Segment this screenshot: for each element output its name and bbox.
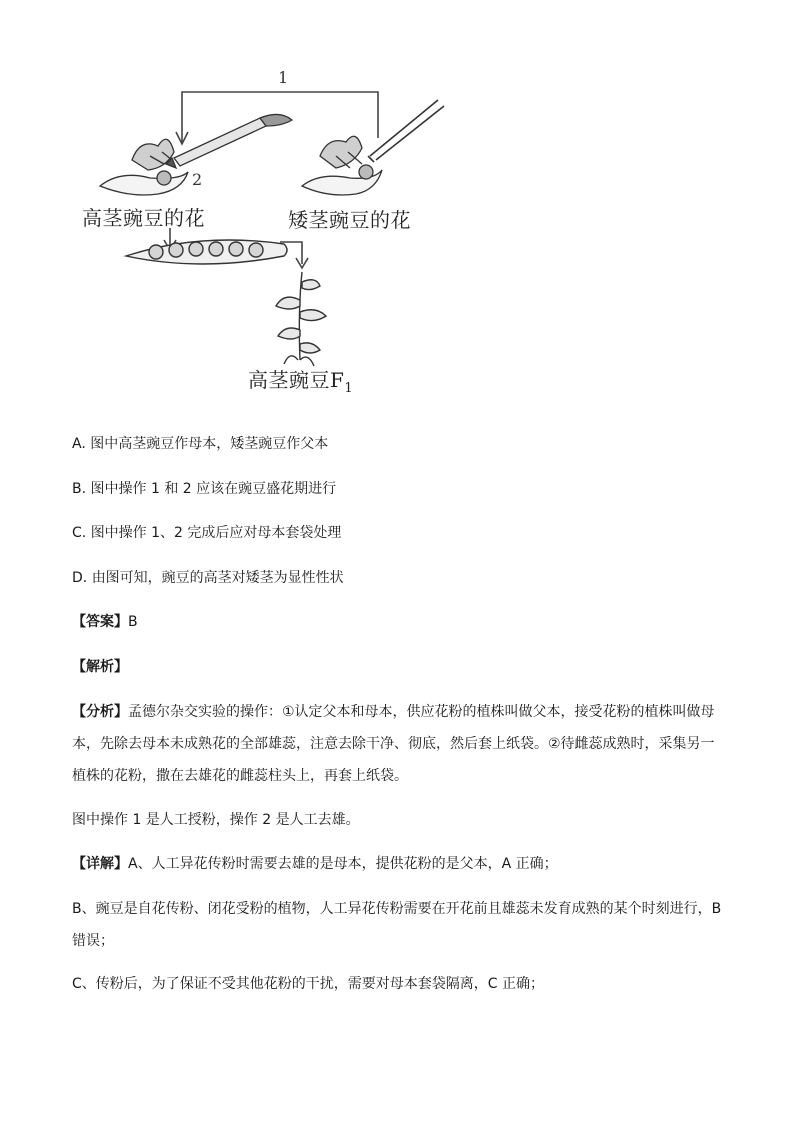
detail-line-b1 [72,897,732,921]
fenxi-text-1: 孟德尔杂交实验的操作：①认定父本和母本，供应花粉的植株叫做父本，接受花粉的植株叫做母 [128,704,715,720]
detail-text-b2: 错误； [72,933,114,949]
option-a-text: 图中高茎豌豆作母本，矮茎豌豆作父本 [90,436,329,452]
f1-label-text: 高茎豌豆F [248,368,345,392]
fenxi-text-3: 植株的花粉，撒在去雄花的雌蕊柱头上，再套上纸袋。 [72,768,408,784]
ops-note-text: 图中操作 1 是人工授粉，操作 2 是人工去雄。 [72,812,360,828]
analysis-tag: 【解析】 [72,659,128,675]
f1-plant-icon [276,272,326,366]
tweezers-icon [368,100,444,162]
pea-pod-icon [126,240,287,264]
operation-2-label: 2 [192,170,203,189]
option-b-text: 图中操作 1 和 2 应该在豌豆盛花期进行 [90,481,337,497]
detail-line-b2 [72,929,732,953]
f1-label-sub: 1 [344,381,354,396]
option-d-letter: D. [72,570,88,586]
detail-text-c: C、传粉后，为了保证不受其他花粉的干扰，需要对母本套袋隔离，C 正确； [72,976,544,992]
detail-text-b1: B、豌豆是自花传粉、闭花受粉的植物，人工异花传粉需要在开花前且雄蕊未发育成熟的某个时刻进行，B [72,901,722,917]
answer-line [72,610,732,634]
tall-pea-flower-label: 高茎豌豆的花 [82,206,205,230]
option-b-letter: B. [72,481,87,497]
fenxi-line-3 [72,764,732,788]
option-c-text: 图中操作 1、2 完成后应对母本套袋处理 [90,525,342,541]
option-d-text: 由图可知，豌豆的高茎对矮茎为显性性状 [91,570,344,586]
option-c-letter: C. [72,525,87,541]
fenxi-tag: 【分析】 [72,704,128,720]
analysis-header [72,655,732,679]
option-a [72,432,732,456]
pea-cross-figure [70,60,470,400]
dwarf-pea-flower-icon [302,136,382,195]
answer-value: B [128,614,138,630]
option-c [72,521,732,545]
fenxi-line-2 [72,732,732,756]
fenxi-text-2: 本，先除去母本未成熟花的全部雄蕊，注意去除干净、彻底，然后套上纸袋。②待雌蕊成熟时，采集另一 [72,736,715,752]
detail-text-a: A、人工异花传粉时需要去雄的是母本，提供花粉的是父本，A 正确； [128,856,558,872]
dwarf-pea-flower-label: 矮茎豌豆的花 [288,208,411,232]
brush-icon [166,114,292,168]
detail-line-a [72,852,732,876]
fenxi-line-1 [72,700,732,724]
f1-label [248,364,353,396]
answer-tag: 【答案】 [72,614,128,630]
operation-1-label: 1 [278,68,289,87]
option-d [72,566,732,590]
detail-line-c [72,972,732,996]
detail-tag: 【详解】 [72,856,128,872]
option-b [72,477,732,501]
ops-note [72,808,732,832]
option-a-letter: A. [72,436,86,452]
